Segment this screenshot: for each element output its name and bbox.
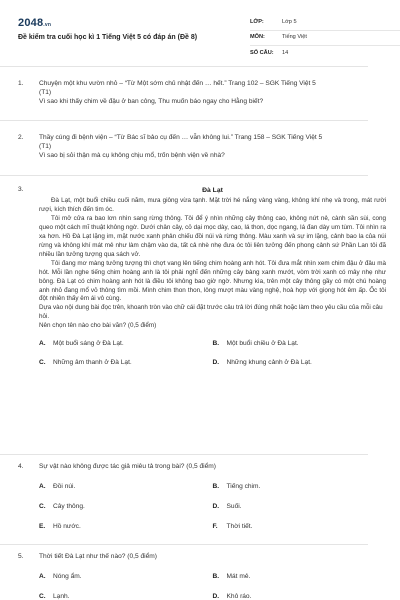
divider: [0, 66, 368, 67]
question-text: Chuyện một khu vườn nhỏ – “Từ Một sớm chủ nhật đến … hết.” Trang 102 – SGK Tiếng Việt 5: [39, 80, 316, 87]
question-4: [18, 463, 386, 532]
question-number: 4.: [18, 463, 24, 470]
answer-option-e[interactable]: [39, 523, 213, 532]
option-letter: A.: [39, 482, 46, 490]
option-letter: E.: [39, 522, 46, 530]
question-text: Vì sao bị sỏi thận mà cụ không chịu mổ, trốn bệnh viện về nhà?: [39, 151, 225, 159]
option-text: Nóng ẩm.: [53, 572, 82, 580]
option-text: Khô ráo.: [226, 592, 252, 600]
option-letter: B.: [212, 572, 220, 580]
answer-options: [39, 573, 386, 600]
question-3: [18, 186, 386, 368]
option-letter: C.: [39, 359, 46, 367]
answer-option-a[interactable]: [39, 573, 213, 582]
option-letter: C.: [39, 592, 46, 600]
meta-value: Lớp 5: [282, 19, 297, 26]
option-text: Những âm thanh ở Đà Lạt.: [53, 359, 132, 367]
answer-option-d[interactable]: [213, 359, 387, 368]
meta-label: MÔN:: [250, 34, 265, 41]
question-number: 5.: [18, 553, 24, 560]
meta-label: SỐ CÂU:: [250, 49, 274, 56]
option-text: Hồ nước.: [53, 522, 81, 530]
answer-option-c[interactable]: [39, 503, 213, 512]
divider: [0, 454, 368, 455]
meta-value: Tiếng Việt: [282, 34, 307, 41]
answer-option-f[interactable]: [213, 523, 387, 532]
answer-option-d[interactable]: [213, 593, 387, 600]
option-letter: D.: [212, 592, 220, 600]
instruction-text: Dựa vào nội dung bài đọc trên, khoanh tròn vào chữ cái đặt trước câu trả lời đúng nhất hoặc làm theo yêu cầu của mỗi câu hỏi.: [39, 304, 383, 321]
question-text: Thầy cúng đi bệnh viện – “Từ Bác sĩ bảo cụ đến … vẫn không lui.” Trang 158 – SGK Tiếng Việt 5: [39, 134, 323, 141]
question-number: 2.: [18, 134, 24, 141]
option-letter: B.: [212, 482, 220, 490]
page-header: [18, 10, 386, 60]
option-letter: D.: [212, 502, 220, 510]
question-text: Sự vật nào không được tác giả miêu tả trong bài? (0,5 điểm): [39, 463, 216, 470]
passage-paragraph: Tôi mở cửa ra bao lơn nhìn sang rừng thông. Tôi để ý nhìn những cây thông cao, không nứt nẻ, cành sần sùi, cong queo một cách mĩ thuật không ngờ. Dưới chân cây, cỏ dại mọc dày, cao, lá thon, dọc ngang, lá đan dày um tùm. Tôi nhìn ra xa hơn. Hồ Đà Lạt lặng im, mặt nước xanh phản chiếu đồi núi và rừng thông. Màu xanh và sự im lặng, cảnh bao la của núi rừng và không khí mát mẻ như làm chậm vào da, tất cả nhè nhẹ đưa óc tôi liên tưởng đến phong cảnh sứ Phần Lan tôi đã nhiều lần tưởng tượng qua sách vở.: [39, 215, 386, 258]
passage-paragraph: Đà Lạt, một buổi chiều cuối năm, mưa giông vừa tạnh. Mặt trời hé nắng vàng vàng, không khí nhẹ và trong, mát rười rượi, kích thích đến tim óc.: [39, 197, 386, 214]
answer-option-c[interactable]: [39, 359, 213, 368]
meta-row-subject: [250, 31, 400, 46]
question-2: [18, 134, 386, 161]
question-text: (T1): [39, 88, 52, 96]
meta-row-class: [250, 16, 400, 31]
option-letter: A.: [39, 572, 46, 580]
option-letter: F.: [212, 522, 218, 530]
option-text: Lạnh.: [53, 592, 70, 600]
question-text: (T1): [39, 142, 52, 150]
question-text: Thời tiết Đà Lạt như thế nào? (0,5 điểm): [39, 553, 157, 560]
answer-option-d[interactable]: [213, 503, 387, 512]
option-text: Tiếng chim.: [226, 482, 261, 490]
logo-text: 2048: [18, 17, 44, 29]
answer-options: [39, 483, 386, 532]
answer-option-b[interactable]: [213, 340, 387, 349]
option-text: Cây thông.: [53, 502, 85, 510]
question-number: 3.: [18, 186, 24, 193]
answer-option-b[interactable]: [213, 573, 387, 582]
option-letter: D.: [212, 359, 220, 367]
question-text: Nên chọn tên nào cho bài văn? (0,5 điểm): [39, 322, 157, 330]
answer-options: [39, 340, 386, 368]
passage-paragraph: Tôi đang mơ màng tưởng tượng thì chợt vang lên tiếng chim hoàng anh hót. Tôi đưa mắt nhìn xem chim đậu ở đâu mà hót. Mỗi lần nghe tiếng chim hoàng anh là tôi phải nghĩ đến những cây bàng xanh mướt, vòm trời xanh có mây nhẹ như bông. Đà Lạt có chim hoàng anh hót là điều tôi không bao giờ ngờ. Nhưng kìa, trên một cây thông gầy có một chú hoàng anh nhỏ đang mổ vỏ thông tìm mồi. Mình chim thon thon, lông mượt màu vàng nghệ, hoà hợp với giọng hót êm ấp. Ốc tôi đột nhiên thấy êm ái vô cùng.: [39, 259, 386, 303]
logo-suffix: .vn: [43, 22, 52, 28]
site-logo[interactable]: [18, 16, 51, 31]
option-text: Mát mẻ.: [226, 572, 251, 580]
answer-option-a[interactable]: [39, 483, 213, 492]
option-text: Đồi núi.: [53, 482, 76, 490]
exam-title: Đề kiểm tra cuối học kì 1 Tiếng Việt 5 có đáp án (Đề 8): [18, 34, 198, 41]
question-1: [18, 80, 386, 107]
question-5: [18, 553, 386, 600]
option-text: Thời tiết.: [226, 522, 253, 530]
answer-option-a[interactable]: [39, 340, 213, 349]
option-letter: A.: [39, 340, 46, 348]
divider: [0, 544, 368, 545]
answer-option-c[interactable]: [39, 593, 213, 600]
option-letter: C.: [39, 502, 46, 510]
divider: [0, 175, 368, 176]
meta-value: 14: [282, 49, 289, 56]
option-text: Suối.: [226, 502, 242, 510]
question-number: 1.: [18, 80, 24, 87]
answer-option-b[interactable]: [213, 483, 387, 492]
divider: [0, 120, 368, 121]
option-text: Những khung cảnh ở Đà Lạt.: [226, 359, 312, 367]
passage-title: Đà Lạt: [202, 187, 223, 194]
option-letter: B.: [212, 340, 220, 348]
question-text: Vì sao khi thấy chim về đậu ở ban công, Thu muốn báo ngay cho Hằng biết?: [39, 97, 264, 105]
exam-meta: [250, 16, 400, 61]
meta-label: LỚP:: [250, 19, 264, 26]
meta-row-count: [250, 46, 400, 61]
option-text: Một buổi chiều ở Đà Lạt.: [226, 340, 299, 348]
option-text: Một buổi sáng ở Đà Lạt.: [53, 340, 124, 348]
